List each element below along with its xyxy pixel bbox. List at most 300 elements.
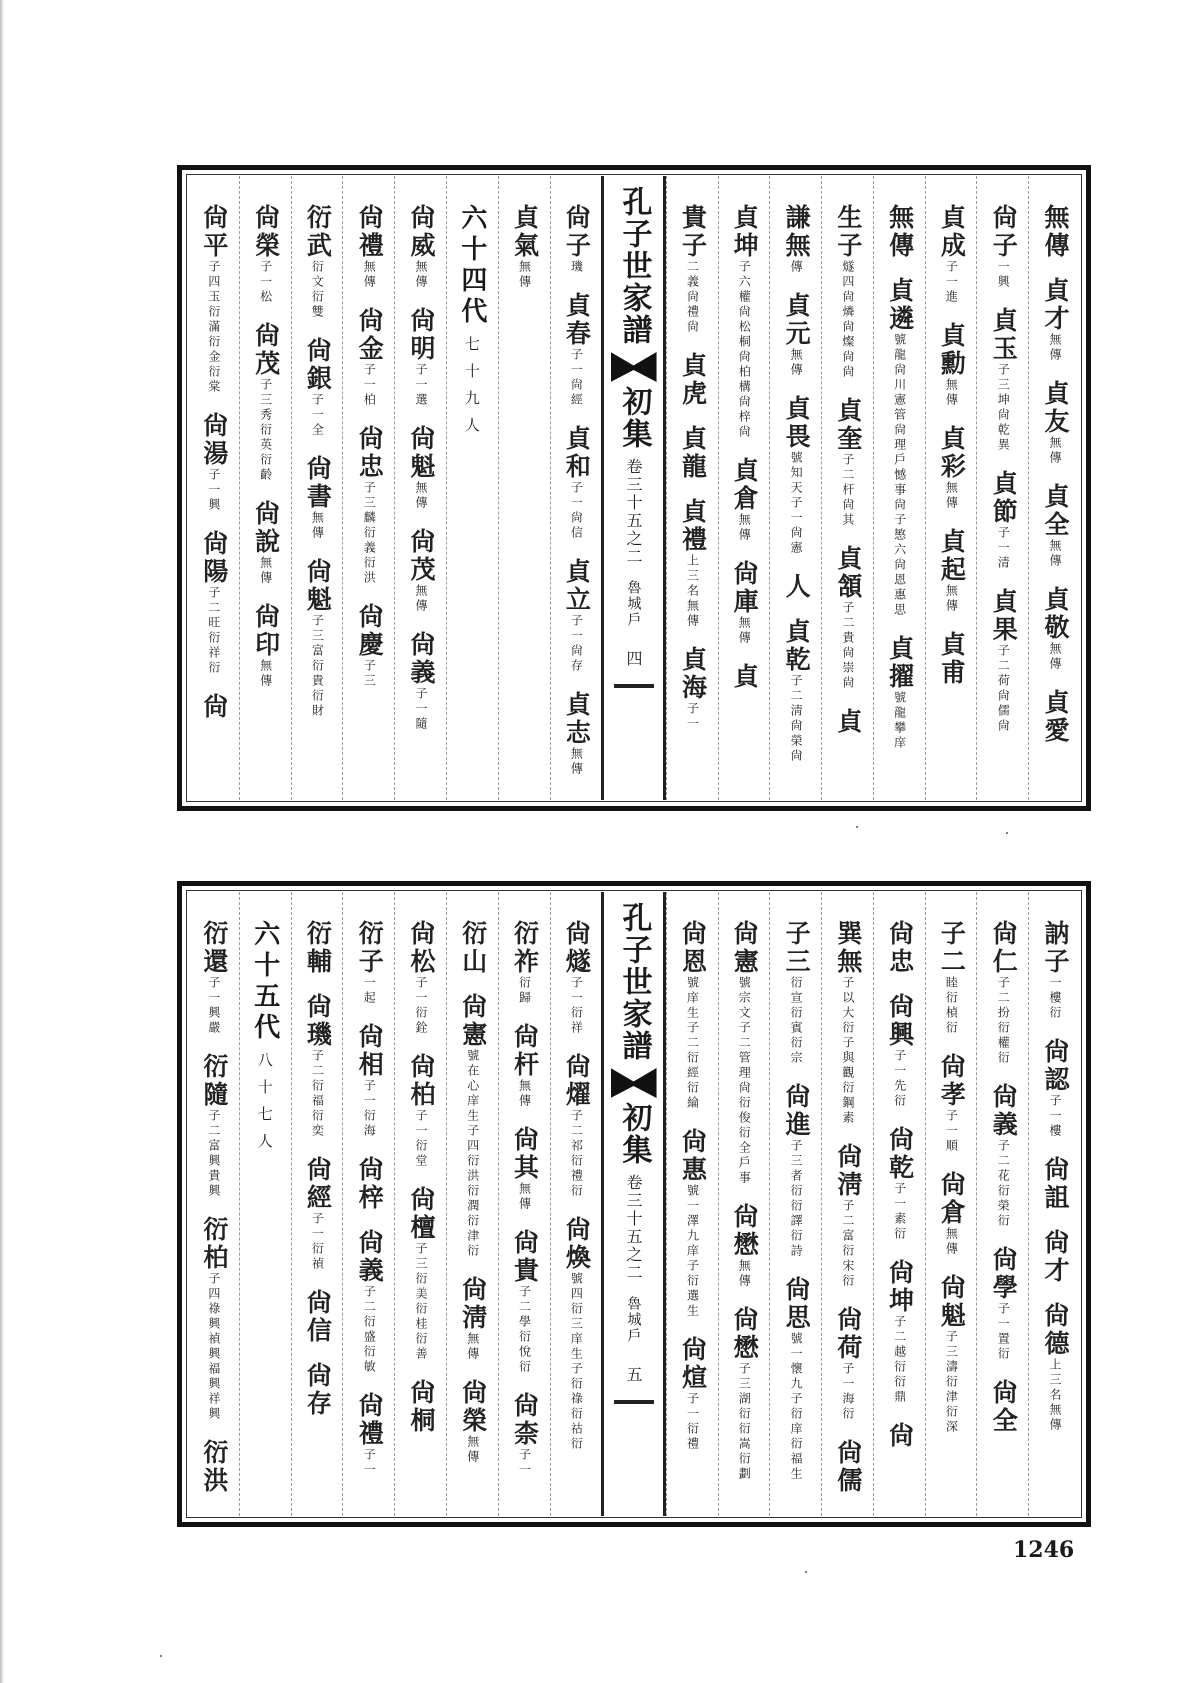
- column-text: [833, 204, 862, 800]
- genealogy-column: [925, 892, 977, 1516]
- column-text: [781, 204, 810, 800]
- person-note: 子二學衍悅衍: [517, 1285, 532, 1375]
- person-note: 子二荷尙儒尙: [996, 644, 1011, 734]
- person-name: 貞擢: [885, 635, 915, 691]
- generation-label: 六十五代: [249, 920, 280, 1044]
- person-note: 號龍攀庠: [892, 691, 907, 751]
- person-name: 貞海: [678, 646, 708, 702]
- person-name: 尙金: [355, 307, 385, 363]
- person-name: 尙: [199, 693, 229, 721]
- person-name: 尙印: [251, 603, 281, 659]
- person-note: 無傳: [465, 1332, 480, 1362]
- person-name: 無傳: [885, 204, 915, 260]
- person-name: 尙相: [355, 1023, 385, 1079]
- person-note: 無傳: [517, 1182, 532, 1212]
- column-text: [885, 920, 914, 1516]
- person-note: 無傳: [789, 348, 804, 378]
- person-name: 尙憲: [730, 920, 760, 976]
- person-name: 人: [782, 573, 812, 601]
- person-name: 尙書: [303, 455, 333, 511]
- person-note: 子一置衍: [996, 1302, 1011, 1362]
- person-note: 無傳: [1047, 436, 1062, 466]
- genealogy-column: [666, 176, 718, 800]
- person-name: 尙忠: [355, 425, 385, 481]
- person-note: 子一素衍: [892, 1182, 907, 1242]
- person-note: 子三秀衍英衍齡: [258, 378, 273, 483]
- person-name: 衍武: [303, 204, 333, 260]
- person-name: 尙儒: [833, 1439, 863, 1495]
- person-note: 子一海衍: [840, 1362, 855, 1422]
- person-name: 貞乾: [782, 618, 812, 674]
- person-name: 貞友: [1040, 380, 1070, 436]
- person-name: 貞元: [782, 292, 812, 348]
- person-name: 尙燿: [562, 1053, 592, 1109]
- person-name: 尙魁: [406, 425, 436, 481]
- person-note: 無傳: [737, 616, 752, 646]
- column-text: [199, 204, 228, 800]
- person-name: 貞奎: [833, 397, 863, 453]
- person-note: 子二富興貴興: [206, 1109, 221, 1199]
- genealogy-column: [342, 176, 394, 800]
- person-note: 子二越衍衍鼎: [892, 1315, 907, 1405]
- person-name: 尙禮: [355, 204, 385, 260]
- person-note: 無傳: [413, 481, 428, 511]
- person-name: 尙乾: [885, 1126, 915, 1182]
- person-note: 無傳: [944, 584, 959, 614]
- person-name: 謙無: [782, 204, 812, 260]
- person-name: 貞坤: [730, 204, 760, 260]
- genealogy-column: [873, 176, 925, 800]
- person-name: 尙禮: [355, 1392, 385, 1448]
- leaf-number: 四: [624, 650, 644, 666]
- person-name: 尙煊: [678, 1336, 708, 1392]
- person-note: 無傳: [1047, 333, 1062, 363]
- person-name: 尙柰: [510, 1392, 540, 1448]
- generation-count: 七十九人: [462, 336, 481, 444]
- person-note: 無傳: [737, 1259, 752, 1289]
- person-name: 尙茂: [406, 528, 436, 584]
- person-note: 號龍尙川憲管尙理戶憾事尙子慜六尙恩惠思: [892, 333, 907, 618]
- column-text: [678, 920, 707, 1516]
- person-name: 尙杆: [510, 1023, 540, 1079]
- person-note: 子一全: [310, 393, 325, 438]
- person-name: 尙梓: [355, 1156, 385, 1212]
- genealogy-page-top: [177, 165, 1091, 811]
- person-note: 子一松: [258, 260, 273, 305]
- column-text: [781, 920, 810, 1516]
- person-name: 尙其: [510, 1126, 540, 1182]
- person-name: 尙坤: [885, 1259, 915, 1315]
- person-name: 尙慶: [355, 603, 385, 659]
- person-name: 尙仁: [989, 920, 1019, 976]
- column-text: [885, 204, 914, 800]
- generation-label: 六十四代: [456, 204, 487, 328]
- person-name: 貞彩: [937, 425, 967, 481]
- person-name: 尙懋: [730, 1306, 760, 1362]
- column-text: [988, 204, 1017, 800]
- person-name: 貞玉: [989, 307, 1019, 363]
- person-note: 上三名無傳: [685, 554, 700, 629]
- person-note: 子六權尙松桐尙柏構尙梓尙: [737, 260, 752, 440]
- genealogy-column: [821, 892, 873, 1516]
- person-note: 子三麟衍義衍洪: [362, 481, 377, 586]
- genealogy-column: [821, 176, 873, 800]
- person-name: 尙貴: [510, 1229, 540, 1285]
- collection-name: 初集: [616, 386, 652, 450]
- person-name: 貞龍: [678, 425, 708, 481]
- person-note: 子一: [685, 702, 700, 732]
- person-note: 一起: [362, 976, 377, 1006]
- person-name: 尙興: [885, 993, 915, 1049]
- person-name: 尙平: [199, 204, 229, 260]
- column-text: [458, 920, 487, 1516]
- person-name: 尙忠: [885, 920, 915, 976]
- person-name: 尙思: [782, 1276, 812, 1332]
- household-label: 魯城戶: [625, 1296, 642, 1344]
- person-note: 子二祁衍禮衍: [569, 1109, 584, 1199]
- person-name: 巽無: [833, 920, 863, 976]
- person-name: 貞: [833, 708, 863, 736]
- column-text: [406, 920, 435, 1516]
- person-name: 貞遴: [885, 277, 915, 333]
- person-name: 尙陽: [199, 530, 229, 586]
- column-text: [354, 204, 383, 800]
- genealogy-column: [718, 176, 770, 800]
- person-note: 無傳: [362, 260, 377, 290]
- person-name: 尙淸: [833, 1143, 863, 1199]
- person-name: 貞才: [1040, 277, 1070, 333]
- person-note: 子一衍禎: [310, 1212, 325, 1272]
- person-name: 尙明: [406, 307, 436, 363]
- person-name: 衍還: [199, 920, 229, 976]
- person-note: 無傳: [258, 659, 273, 689]
- person-note: 子一: [517, 1448, 532, 1478]
- person-name: 尙威: [406, 204, 436, 260]
- genealogy-column: [976, 892, 1028, 1516]
- fish-tail-mark-icon: [611, 352, 657, 382]
- column-text: [730, 204, 759, 800]
- person-name: 尙倉: [937, 1171, 967, 1227]
- person-note: 子一衍禮: [685, 1392, 700, 1452]
- generation-count: 八十七人: [255, 1052, 274, 1160]
- person-name: 貞志: [562, 691, 592, 747]
- person-name: 尙: [885, 1422, 915, 1450]
- person-note: 子一尙存: [569, 614, 584, 674]
- person-name: 衍隨: [199, 1053, 229, 1109]
- person-note: 號知天子一尙憲: [789, 451, 804, 556]
- genealogy-column: [1028, 892, 1080, 1516]
- person-note: 子二衍盛衍敏: [362, 1285, 377, 1375]
- person-name: 尙信: [303, 1289, 333, 1345]
- book-heading-column: [601, 892, 665, 1516]
- genealogy-page-bottom: [177, 881, 1091, 1527]
- person-name: 貴子: [678, 204, 708, 260]
- person-name: 貞愛: [1040, 689, 1070, 745]
- person-note: 子三者衍衍譯衍詩: [789, 1139, 804, 1259]
- column-text: [937, 920, 966, 1516]
- person-note: 子三: [362, 659, 377, 689]
- person-name: 尙德: [1040, 1302, 1070, 1358]
- person-name: 尙存: [303, 1362, 333, 1418]
- person-note: 子四祿興禎興福興祥興: [206, 1272, 221, 1422]
- person-note: 一興: [996, 260, 1011, 290]
- person-name: 尙認: [1040, 1038, 1070, 1094]
- person-note: 上三名無傳: [1047, 1358, 1062, 1433]
- page-number: 1246: [1013, 1537, 1075, 1563]
- person-name: 貞勳: [937, 322, 967, 378]
- person-note: 無傳: [944, 378, 959, 408]
- person-name: 貞和: [562, 425, 592, 481]
- genealogy-column: [446, 892, 498, 1516]
- person-note: 睦衍楨衍: [944, 976, 959, 1036]
- person-name: 尙榮: [458, 1379, 488, 1435]
- person-name: 尙璣: [303, 993, 333, 1049]
- book-title: 孔子世家譜: [616, 902, 652, 1062]
- person-name: 尙才: [1040, 1229, 1070, 1285]
- person-name: 子三: [782, 920, 812, 976]
- person-note: 無傳: [517, 260, 532, 290]
- column-text: [730, 920, 759, 1516]
- book-title: 孔子世家譜: [616, 186, 652, 346]
- genealogy-column: [394, 176, 446, 800]
- person-name: 貞春: [562, 292, 592, 348]
- person-note: 無傳: [1047, 642, 1062, 672]
- person-note: 子一興: [206, 468, 221, 513]
- person-name: 貞頷: [833, 545, 863, 601]
- person-name: 尙柏: [406, 1053, 436, 1109]
- person-note: 子一衍祥: [569, 976, 584, 1036]
- person-name: 貞氣: [510, 204, 540, 260]
- person-name: 尙銀: [303, 337, 333, 393]
- collection-name: 初集: [616, 1102, 652, 1166]
- person-note: 無傳: [413, 584, 428, 614]
- person-name: 貞立: [562, 558, 592, 614]
- person-note: 無傳: [517, 1079, 532, 1109]
- person-name: 貞: [730, 663, 760, 691]
- person-note: 子三富衍貴衍財: [310, 614, 325, 719]
- person-name: 尙榮: [251, 204, 281, 260]
- column-text: [406, 204, 435, 800]
- genealogy-column: [188, 176, 239, 800]
- person-name: 訥子: [1040, 920, 1070, 976]
- person-note: 無傳: [944, 481, 959, 511]
- person-note: 子一尙信: [569, 481, 584, 541]
- person-name: 尙義: [406, 631, 436, 687]
- person-note: 衍歸: [517, 976, 532, 1006]
- heading-end-bar: [614, 684, 654, 688]
- person-note: 璣: [569, 260, 584, 275]
- person-note: 子三衍美衍桂衍善: [413, 1242, 428, 1362]
- column-text: [1040, 920, 1069, 1516]
- person-name: 衍洪: [199, 1439, 229, 1495]
- person-note: 子一進: [944, 260, 959, 305]
- person-note: 子二杆尙其: [840, 453, 855, 528]
- column-text: [303, 204, 332, 800]
- generation-column: [446, 176, 498, 800]
- person-name: 尙煥: [562, 1216, 592, 1272]
- genealogy-column: [291, 176, 343, 800]
- column-text: [562, 204, 591, 800]
- person-name: 尙義: [355, 1229, 385, 1285]
- scan-edge: [0, 0, 4, 1683]
- book-heading-column: [601, 176, 665, 800]
- genealogy-column: [925, 176, 977, 800]
- person-name: 尙子: [989, 204, 1019, 260]
- person-note: 衍宣衍賓衍宗: [789, 976, 804, 1066]
- person-note: 無傳: [737, 513, 752, 543]
- person-name: 貞敬: [1040, 586, 1070, 642]
- person-note: 子一順: [944, 1109, 959, 1154]
- person-note: 無傳: [465, 1435, 480, 1465]
- person-note: 子三湖衍衍嵩衍劃: [737, 1362, 752, 1482]
- person-name: 尙魁: [937, 1274, 967, 1330]
- column-text: [510, 920, 539, 1516]
- genealogy-column: [1028, 176, 1080, 800]
- generation-column: [239, 892, 291, 1516]
- person-note: 子二貴尙崇尙: [840, 601, 855, 691]
- person-name: 貞成: [937, 204, 967, 260]
- person-name: 貞果: [989, 588, 1019, 644]
- household-label: 魯城戶: [625, 580, 642, 628]
- person-name: 衍輔: [303, 920, 333, 976]
- column-text: [937, 204, 966, 800]
- genealogy-column: [239, 176, 291, 800]
- columns-bottom: [188, 892, 1080, 1516]
- person-name: 衍祚: [510, 920, 540, 976]
- genealogy-column: [769, 176, 821, 800]
- person-note: 子二旺衍祥衍: [206, 586, 221, 676]
- person-name: 尙子: [562, 204, 592, 260]
- person-name: 尙進: [782, 1083, 812, 1139]
- genealogy-column: [291, 892, 343, 1516]
- person-name: 衍柏: [199, 1216, 229, 1272]
- person-note: 無傳: [310, 511, 325, 541]
- person-name: 貞全: [1040, 483, 1070, 539]
- genealogy-column: [769, 892, 821, 1516]
- person-name: 尙孝: [937, 1053, 967, 1109]
- person-name: 尙檀: [406, 1186, 436, 1242]
- column-text: [833, 920, 862, 1516]
- person-name: 尙魁: [303, 558, 333, 614]
- person-name: 尙說: [251, 500, 281, 556]
- person-name: 尙荷: [833, 1306, 863, 1362]
- person-name: 貞虎: [678, 352, 708, 408]
- person-name: 尙恩: [678, 920, 708, 976]
- person-name: 衍子: [355, 920, 385, 976]
- person-note: 子三濤衍津衍深: [944, 1330, 959, 1435]
- person-name: 生子: [833, 204, 863, 260]
- person-note: 無傳: [1047, 539, 1062, 569]
- person-note: 子一: [362, 1448, 377, 1478]
- person-name: 尙詛: [1040, 1156, 1070, 1212]
- person-name: 貞起: [937, 528, 967, 584]
- person-note: 號庠生子二衍經衍綸: [685, 976, 700, 1111]
- person-name: 尙庫: [730, 560, 760, 616]
- person-name: 尙惠: [678, 1128, 708, 1184]
- person-name: 尙松: [406, 920, 436, 976]
- volume-label: 卷三十五之二: [624, 1174, 644, 1282]
- person-note: 衍文衍雙: [310, 260, 325, 320]
- person-note: 子二富衍宋衍: [840, 1199, 855, 1289]
- person-note: 子三坤尙乾異: [996, 363, 1011, 453]
- person-note: 子一選: [413, 363, 428, 408]
- genealogy-column: [188, 892, 239, 1516]
- person-name: 貞節: [989, 470, 1019, 526]
- person-note: 傳: [789, 260, 804, 275]
- person-note: 子四玉衍滿衍金衍棠: [206, 260, 221, 395]
- person-note: 子一衍銓: [413, 976, 428, 1036]
- genealogy-column: [498, 892, 550, 1516]
- person-note: 子一衍海: [362, 1079, 377, 1139]
- person-note: 無傳: [413, 260, 428, 290]
- genealogy-column: [394, 892, 446, 1516]
- person-name: 尙桐: [406, 1379, 436, 1435]
- leaf-number: 五: [624, 1366, 644, 1382]
- genealogy-column: [666, 892, 718, 1516]
- person-name: 尙義: [989, 1083, 1019, 1139]
- genealogy-column: [718, 892, 770, 1516]
- person-note: 子一柏: [362, 363, 377, 408]
- column-text: [678, 204, 707, 800]
- column-text: [562, 920, 591, 1516]
- genealogy-column: [550, 892, 602, 1516]
- person-note: 號一澤九庠子衍選生: [685, 1184, 700, 1319]
- person-name: 尙茂: [251, 322, 281, 378]
- volume-label: 卷三十五之二: [624, 458, 644, 566]
- person-name: 尙經: [303, 1156, 333, 1212]
- genealogy-column: [550, 176, 602, 800]
- person-name: 無傳: [1040, 204, 1070, 260]
- person-note: 二義尙禮尙: [685, 260, 700, 335]
- person-name: 尙淸: [458, 1276, 488, 1332]
- person-note: 燧四尙燐尙燦尙尙: [840, 260, 855, 380]
- column-text: [354, 920, 383, 1516]
- person-note: 子以大衍子與觀衍鋼素: [840, 976, 855, 1126]
- person-note: 子一尙經: [569, 348, 584, 408]
- person-name: 貞甫: [937, 631, 967, 687]
- person-name: 貞畏: [782, 395, 812, 451]
- person-note: 無傳: [258, 556, 273, 586]
- person-note: 號在心庠生子四衍洪衍潤衍津衍: [465, 1049, 480, 1259]
- column-text: [510, 204, 539, 800]
- person-note: 子一樓: [1047, 1094, 1062, 1139]
- person-note: 無傳: [569, 747, 584, 777]
- person-name: 尙全: [989, 1379, 1019, 1435]
- person-name: 貞禮: [678, 498, 708, 554]
- genealogy-column: [976, 176, 1028, 800]
- person-name: 衍山: [458, 920, 488, 976]
- column-text: [303, 920, 332, 1516]
- person-name: 貞倉: [730, 457, 760, 513]
- person-name: 尙憲: [458, 993, 488, 1049]
- genealogy-column: [873, 892, 925, 1516]
- person-note: 無傳: [944, 1227, 959, 1257]
- person-note: 子一衍堂: [413, 1109, 428, 1169]
- person-note: 子二衍福衍奕: [310, 1049, 325, 1139]
- person-name: 子二: [937, 920, 967, 976]
- heading-end-bar: [614, 1400, 654, 1404]
- columns-top: [188, 176, 1080, 800]
- person-note: 子二扮衍權衍: [996, 976, 1011, 1066]
- person-name: 尙燧: [562, 920, 592, 976]
- person-note: 子一興嚴: [206, 976, 221, 1036]
- person-note: 號宗文子二管理尙衍俊衍全戶事: [737, 976, 752, 1186]
- person-note: 子一清: [996, 526, 1011, 571]
- column-text: [199, 920, 228, 1516]
- person-note: 子一先衍: [892, 1049, 907, 1109]
- person-note: 一樓衍: [1047, 976, 1062, 1021]
- fish-tail-mark-icon: [611, 1068, 657, 1098]
